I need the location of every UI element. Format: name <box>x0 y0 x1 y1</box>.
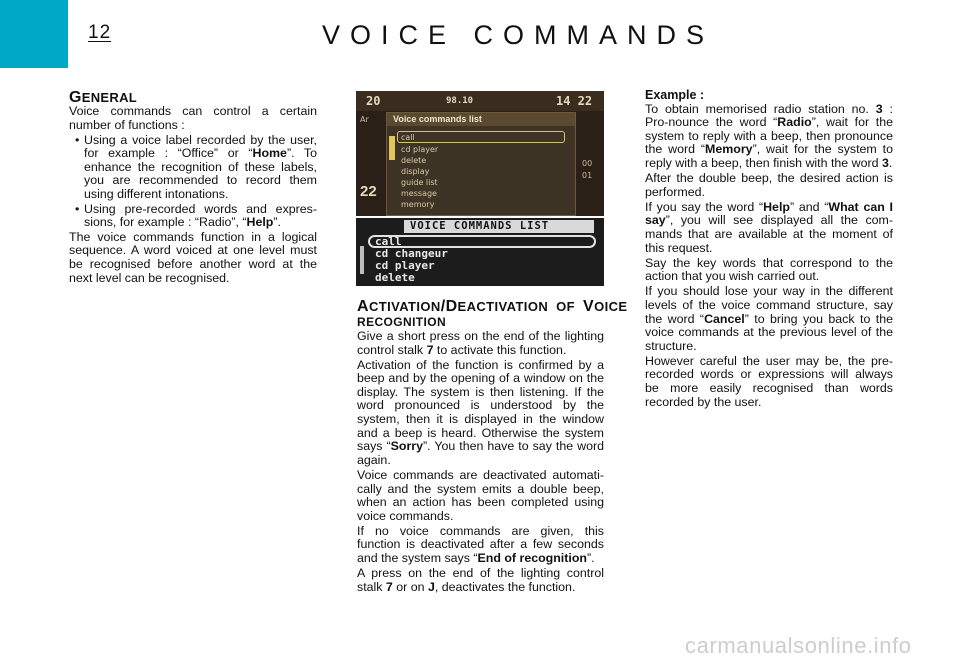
activation-paragraph: A press on the end of the lighting control stalk 7 or on J, deactivates the function. <box>357 566 604 594</box>
general-intro: Voice commands can control a certain number of functions : <box>69 104 317 132</box>
display-screenshot-2: VOICE COMMANDS LIST call cd changeur cd player delete <box>356 218 604 286</box>
page-title: VOICE COMMANDS <box>322 20 715 50</box>
general-section <box>69 91 317 287</box>
list-item: • Using pre-recorded words and expres-sions, for example : “Radio”, “Help”. <box>84 203 317 230</box>
activation-paragraph: Activation of the function is confirmed by a beep and by the opening of a window on the display. The system is then listening. If the word pronounced is understood by the system, then it is displayed in the window and a beep is heard. Otherwise the system says “Sorry”. You then have to say the word again. <box>357 357 604 467</box>
activation-paragraph: If no voice commands are given, this function is deactivated after a few seconds and the system says “End of recognition”. <box>357 523 604 565</box>
example-heading: Example : <box>645 88 705 102</box>
list-item: • Using a voice label recorded by the user, for example : “Office” or “Home”. To enhance the recognition of these labels, you are recommended to record them using different intonations. <box>84 134 317 202</box>
general-heading: GENERAL <box>69 89 137 106</box>
example-paragraph: If you should lose your way in the different levels of the voice command structure, say the word “Cancel” to bring you back to the voice commands at the previous level of the structure. <box>645 284 893 353</box>
example-section <box>645 89 893 411</box>
selection-highlight <box>397 131 565 143</box>
general-bullets <box>69 134 317 230</box>
example-paragraph: After the double beep, the desired action is performed. <box>645 171 893 199</box>
voice-commands-panel: Voice commands list call cd player delete display guide list message memory <box>386 112 576 216</box>
example-paragraph: Say the key words that correspond to the action that you wish carried out. <box>645 255 893 284</box>
activation-section <box>357 298 628 596</box>
scrollbar-indicator <box>389 136 395 160</box>
display-status-bar: 20 98.10 14 22 <box>356 91 604 111</box>
scrollbar-indicator <box>360 246 364 274</box>
activation-paragraph: Voice commands are deactivated automati-cally and the system emits a double beep, when an action has been completed using voice commands. <box>357 467 604 523</box>
display-screenshot-1: 20 98.10 14 22 Ar 00 01 22 Voice commands list call cd player delete display guide list message memory <box>356 91 604 216</box>
activation-paragraph: Give a short press on the end of the lighting control stalk 7 to activate this function. <box>357 329 604 357</box>
general-paragraph: The voice commands function in a logical sequence. A word voiced at one level must be recognised before another word at the next level can be recognised. <box>69 229 317 285</box>
watermark: carmanualsonline.info <box>685 633 912 658</box>
corner-tab <box>0 0 68 68</box>
activation-heading: ACTIVATION/DEACTIVATION OF VOICE RECOGNITION <box>357 298 628 329</box>
example-paragraph: If you say the word “Help” and “What can I say”, you will see displayed all the com-mands that are available at the moment of this request. <box>645 199 893 255</box>
page-number: 12 <box>88 22 112 43</box>
example-paragraph: To obtain memorised radio station no. 3 : Pro-nounce the word “Radio”, wait for the system to reply with a beep, then pronounce the word “Memory”, wait for the system to reply with a beep, then finish with the word 3. <box>645 101 894 170</box>
example-paragraph: However careful the user may be, the pre-recorded words or expressions will always be more easily recognised than words recorded by the user. <box>645 353 893 409</box>
